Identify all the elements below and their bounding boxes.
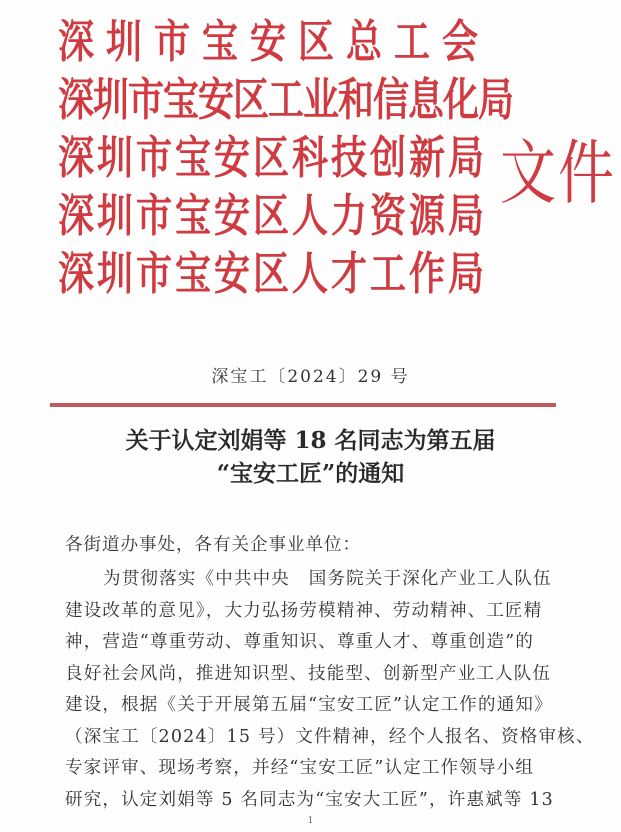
issuer-line: 深圳市宝安区人力资源局 [58,190,488,242]
document-title [0,424,621,490]
salutation: 各街道办事处，各有关企事业单位： [65,535,361,555]
body-line: 为贯彻落实《中共中央 国务院关于深化产业工人队伍 [103,569,552,589]
document-label: 文件 [500,133,616,215]
body-line: （深宝工〔2024〕15 号）文件精神，经个人报名、资格审核、 [65,726,595,747]
body-line: 建设，根据《关于开展第五届“宝安工匠”认定工作的通知》 [65,695,553,715]
issuer-line: 深圳市宝安区科技创新局 [58,132,488,184]
page-number: 1 [307,816,314,826]
body-line: 良好社会风尚，推进知识型、技能型、创新型产业工人队伍 [65,663,552,684]
body-line: 专家评审、现场考察，并经“宝安工匠”认定工作领导小组 [65,758,535,778]
issuer-line: 深圳市宝安区人才工作局 [58,248,488,300]
body-line: 神，营造“尊重劳动、尊重知识、尊重人才、尊重创造”的 [65,632,535,652]
issuer-line: 深圳市宝安区总工会 [58,16,491,68]
body-line: 建设改革的意见》，大力弘扬劳模精神、劳动精神、工匠精 [65,600,543,621]
title-line-1: 关于认定刘娟等 18 名同志为第五届 [125,427,496,454]
title-line-2: “宝安工匠”的通知 [216,460,405,487]
issuer-line: 深圳市宝安区工业和信息化局 [58,74,514,126]
body-line: 研究，认定刘娟等 5 名同志为“宝安大工匠”，许惠斌等 13 [65,789,554,810]
red-divider-rule [50,403,556,407]
issuing-authorities [58,14,514,304]
document-number: 深宝工〔2024〕29 号 [211,367,410,387]
document-body [65,526,595,816]
